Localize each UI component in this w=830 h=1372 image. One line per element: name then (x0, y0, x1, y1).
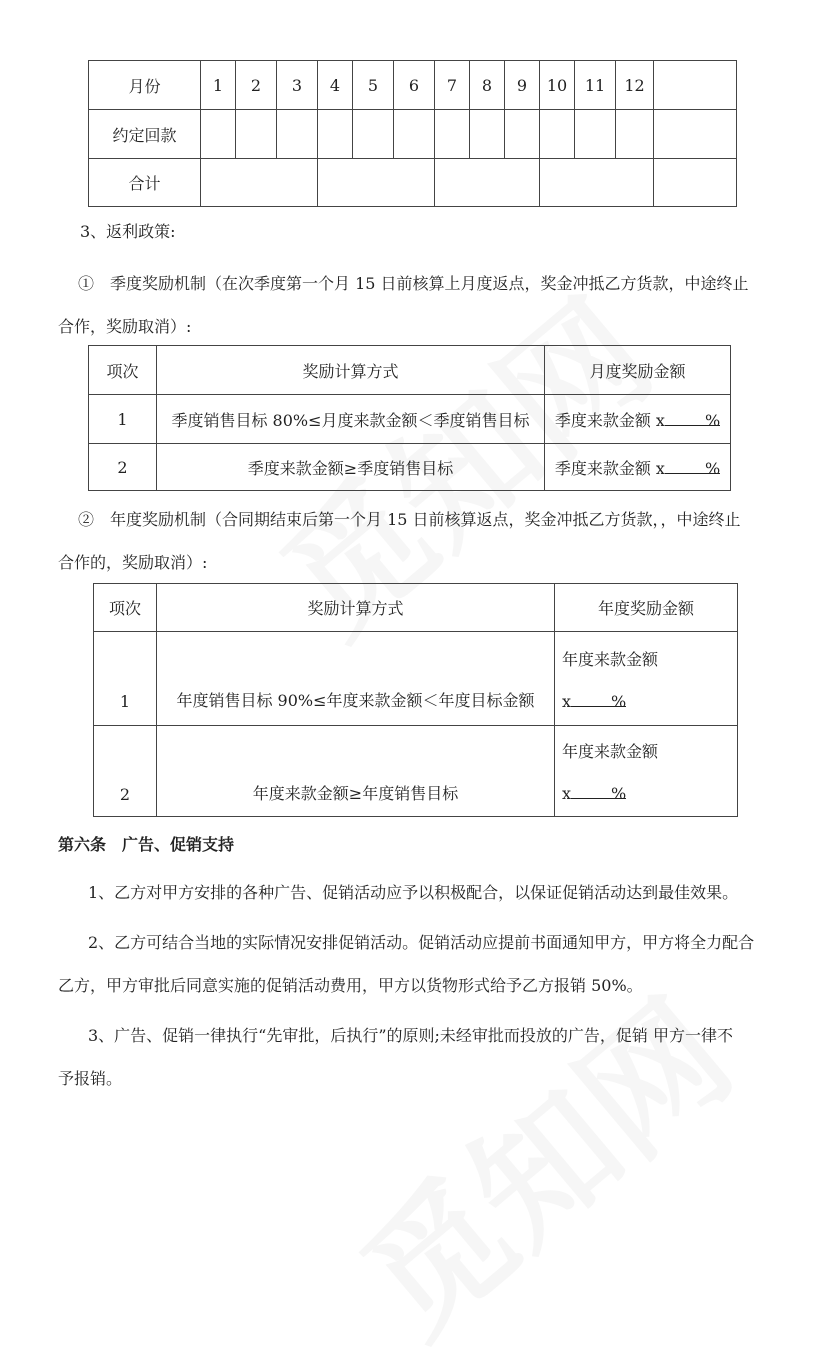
month-cell: 12 (616, 61, 654, 110)
month-cell: 10 (540, 61, 575, 110)
method-cell: 季度来款金额≥季度销售目标 (157, 444, 545, 491)
table-row (89, 395, 731, 444)
month-cell-blank (654, 61, 737, 110)
table-row (94, 726, 738, 817)
month-cell: 5 (353, 61, 394, 110)
header-cell: 年度奖励金额 (555, 584, 738, 632)
paragraph: 2、乙方可结合当地的实际情况安排促销活动。促销活动应提前书面通知甲方，甲方将全力配合 (88, 933, 755, 952)
method-cell: 季度销售目标 80%≤月度来款金额＜季度销售目标 (157, 395, 545, 444)
month-cell: 2 (236, 61, 277, 110)
paragraph: 合作，奖励取消）: (58, 317, 192, 336)
quarterly-reward-table (88, 345, 731, 491)
paragraph: 1、乙方对甲方安排的各种广告、促销活动应予以积极配合，以保证促销活动达到最佳效果。 (88, 883, 739, 902)
month-cell: 7 (435, 61, 470, 110)
paragraph: 3、广告、促销一律执行“先审批，后执行”的原则;未经审批而投放的广告，促销 甲方一律不 (88, 1026, 734, 1045)
item-no: 2 (89, 444, 157, 491)
paragraph: 予报销。 (58, 1069, 123, 1088)
item-no: 1 (94, 632, 157, 726)
header-cell: 项次 (89, 346, 157, 395)
method-cell: 年度来款金额≥年度销售目标 (157, 726, 555, 817)
month-cell: 9 (505, 61, 540, 110)
month-cell: 3 (277, 61, 318, 110)
header-cell: 项次 (94, 584, 157, 632)
amount-cell: 季度来款金额 x % (545, 395, 731, 444)
header-cell: 月度奖励金额 (545, 346, 731, 395)
table-row (89, 444, 731, 491)
header-cell: 奖励计算方式 (157, 584, 555, 632)
section-heading: 3、返利政策: (80, 222, 176, 241)
item-no: 1 (89, 395, 157, 444)
month-cell: 6 (394, 61, 435, 110)
month-cell: 4 (318, 61, 353, 110)
month-cell: 8 (470, 61, 505, 110)
paragraph: 合作的，奖励取消）: (58, 553, 208, 572)
paragraph: 乙方，甲方审批后同意实施的促销活动费用，甲方以货物形式给予乙方报销 50%。 (58, 976, 643, 995)
row-label: 约定回款 (89, 110, 201, 159)
item-no: 2 (94, 726, 157, 817)
table-row (94, 632, 738, 726)
amount-cell: 年度来款金额 x % (555, 726, 738, 817)
header-cell: 奖励计算方式 (157, 346, 545, 395)
paragraph: ② 年度奖励机制（合同期结束后第一个月 15 日前核算返点，奖金冲抵乙方货款，，中途终止 (78, 510, 741, 529)
table-row (89, 346, 731, 395)
table-row (89, 110, 737, 159)
paragraph: ① 季度奖励机制（在次季度第一个月 15 日前核算上月度返点，奖金冲抵乙方货款，中途终止 (78, 274, 749, 293)
table-row (94, 584, 738, 632)
table-row (89, 159, 737, 207)
row-label: 月份 (89, 61, 201, 110)
amount-cell: 季度来款金额 x % (545, 444, 731, 491)
watermark (315, 949, 766, 1372)
annual-reward-table (93, 583, 738, 817)
month-cell: 1 (201, 61, 236, 110)
article-title: 第六条 广告、促销支持 (58, 835, 235, 854)
table-row (89, 61, 737, 110)
repayment-table (88, 60, 737, 207)
month-cell: 11 (575, 61, 616, 110)
row-label: 合计 (89, 159, 201, 207)
method-cell: 年度销售目标 90%≤年度来款金额＜年度目标金额 (157, 632, 555, 726)
amount-cell: 年度来款金额 x % (555, 632, 738, 726)
